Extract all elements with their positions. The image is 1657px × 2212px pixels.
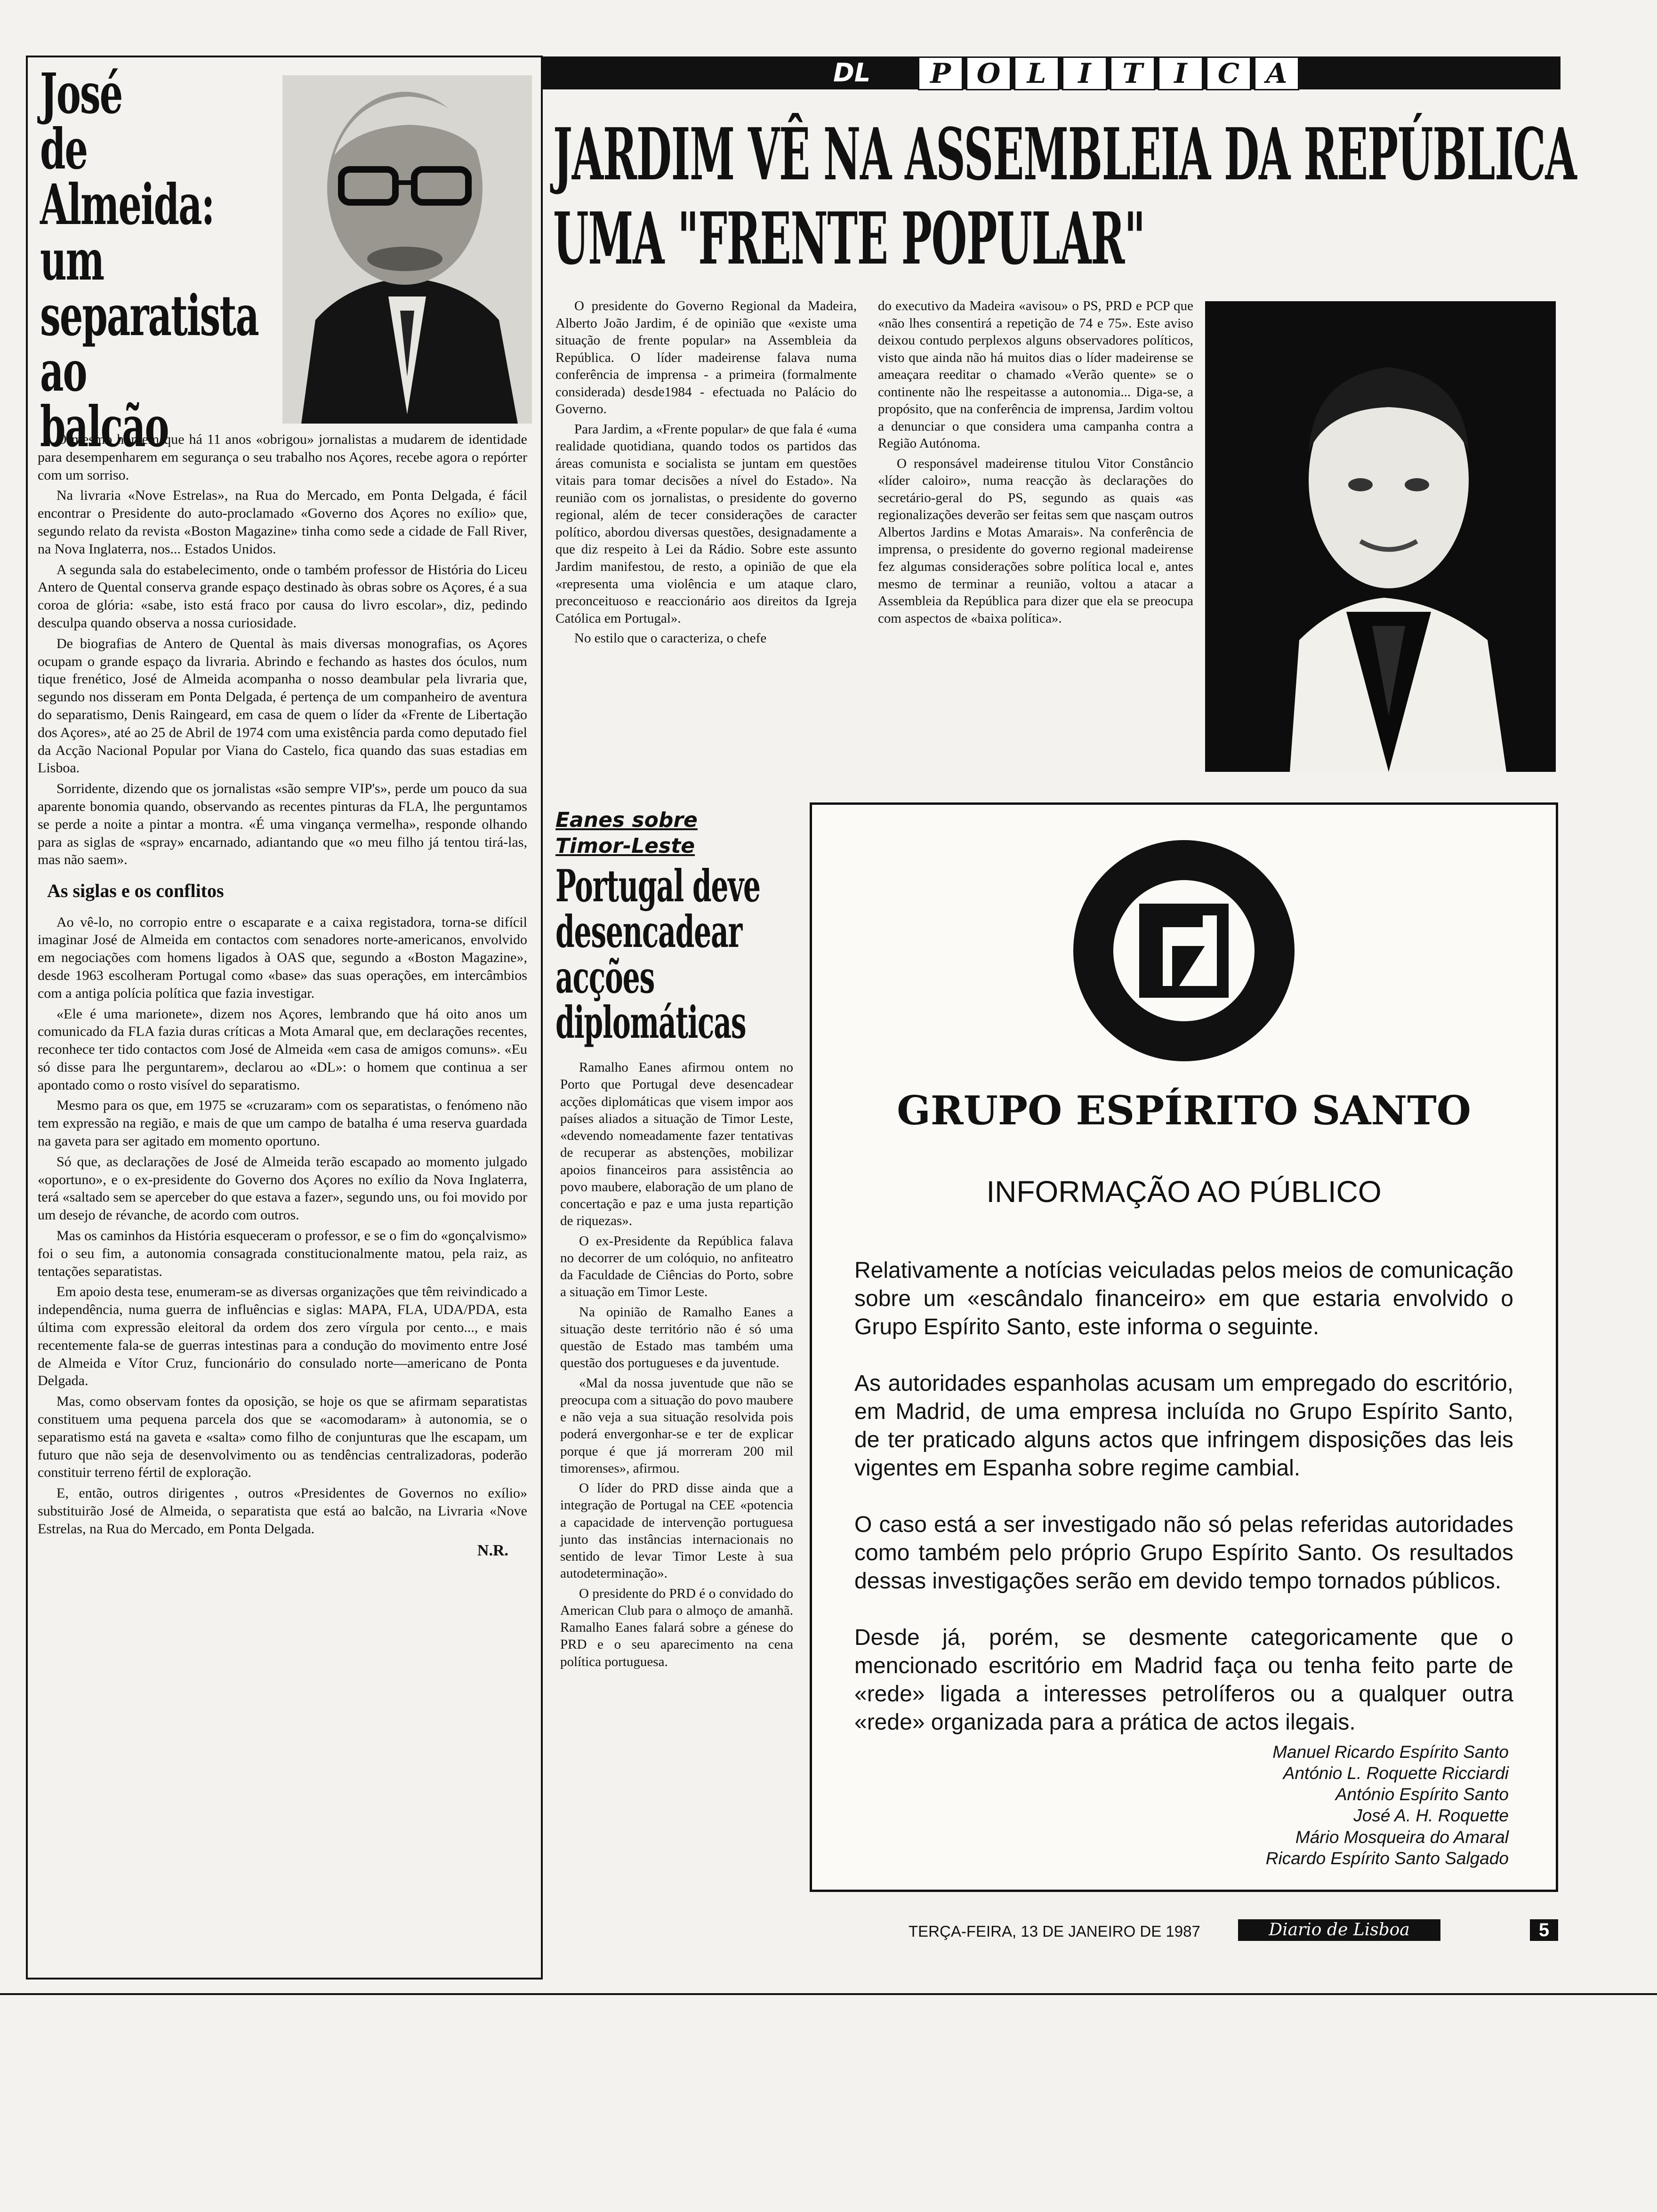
signatory: António L. Roquette Ricciardi [1283,1763,1509,1783]
left-article-body [38,431,527,1561]
ad-paragraph: O caso está a ser investigado não só pelas referidas autoridades como também pelo próprio Grupo Espírito Santo. Os resultados dessas investigações serão em devido tempo tornados públicos. [854,1512,1513,1594]
paragraph: O líder do PRD disse ainda que a integração de Portugal na CEE «potencia a capacidade de intervenção portuguesa junto das instâncias internacionais no sentido de levar Timor Leste à sua autodeterminação». [560,1481,793,1581]
paragraph: Na livraria «Nove Estrelas», na Rua do Mercado, em Ponta Delgada, é fácil encontrar o Presidente do auto-proclamado «Governo dos Açores no exílio» que, segundo relato da revista «Boston Magazine» tinha como sede a cidade de Fall River, na Nova Inglaterra, nos... Estados Unidos. [38,488,527,557]
section-letter: L [1014,56,1059,90]
paragraph: De biografias de Antero de Quental às mais diversas monografias, os Açores ocupam o grande espaço da livraria. Abrindo e fechando as hastes dos óculos, num tique frenético, José de Almeida acompanha o nosso deambular pela livraria que, segundo nos disseram em Ponta Delgada, é pertença de um companheiro de aventura do separatismo, Denis Raingeard, em casa de quem o líder da «Frente de Libertação dos Açores», até ao 25 de Abril de 1974 com uma existência parda como deputado fiel da Acção Nacional Popular por Viana do Castelo, fica quando das suas estadias em Lisboa. [38,635,527,776]
section-letter: P [918,56,963,90]
ad-company-name: GRUPO ESPÍRITO SANTO [897,1087,1471,1134]
paragraph: «Ele é uma marionete», dizem nos Açores, lembrando que há oito anos um comunicado da FLA fazia duras críticas a Mota Amaral que, em declarações recentes, reconhece ter tido contactos com José de Almeida «em casa de amigos comuns». «Eu só disse para lhe perguntarem», declarou ao «DL»: o homem que continua a ser apontado como o rosto visível do separatismo. [38,1006,527,1093]
kicker-line: Timor-Leste [555,834,695,858]
left-article-headline [40,61,258,459]
subheading: As siglas e os conflitos [47,880,224,902]
headline-line: José [40,61,122,126]
paragraph: O responsável madeirense titulou Vitor Constâncio «líder caloiro», numa reacção às declarações do secretário-geral do PS, segundo as quais «as regionalizações deverão ser feitas sem que nasçam outros Albertos Jardins e Motas Amarais». Na conferência de imprensa, o presidente do governo regional madeirense fez algumas considerações sobre política local e, antes mesmo de terminar a reunião, voltou a atacar a Assembleia da República para dizer que ela se preocupa com aspectos de «baixa política». [878,456,1193,626]
footer-paper-name: Diario de Lisboa [1238,1919,1440,1941]
signatory: Mário Mosqueira do Amaral [1295,1827,1509,1847]
section-letter: I [1062,56,1107,90]
headline-line: Portugal deve [555,860,760,912]
article-signature: N.R. [477,1541,508,1559]
ad-signatories [1142,1741,1509,1869]
eanes-article-kicker [555,807,800,859]
signatory: Ricardo Espírito Santo Salgado [1265,1848,1509,1868]
footer-date: TERÇA-FEIRA, 13 DE JANEIRO DE 1987 [909,1923,1200,1940]
alberto-joao-jardim-photo [1205,301,1556,772]
ad-paragraph: As autoridades espanholas acusam um empregado do escritório, em Madrid, de uma empresa incluída no Grupo Espírito Santo, de ter praticado alguns actos que infringem disposições das leis vigentes em Espanha sobre regime cambial. [854,1371,1513,1481]
section-bar [541,56,1560,89]
paragraph: Em apoio desta tese, enumeram-se as diversas organizações que têm reivindicado a independência, numa guerra de influências e siglas: MAPA, FLA, UDA/PDA, esta última com expressão eleitoral da ordem dos zero vírgula por cento..., e mais recentemente fala-se de guerras intestinas para a condução do movimento entre José de Almeida e Vítor Cruz, funcionário do consulado norte—americano de Ponta Delgada. [38,1284,527,1389]
ad-body [854,1257,1513,1755]
paragraph: O presidente do PRD é o convidado do American Club para o almoço de amanhã. Ramalho Eanes falará sobre a génese do PRD e o seu aparecimento na cena política portuguesa. [560,1586,793,1669]
ad-paragraph: Relativamente a notícias veiculadas pelos meios de comunicação sobre um «escândalo financeiro» em que estaria envolvido o Grupo Espírito Santo, este informa o seguinte. [854,1258,1513,1339]
paragraph: O presidente do Governo Regional da Madeira, Alberto João Jardim, é de opinião que «existe uma situação de frente popular» na Assembleia da República. O líder madeirense falava numa conferência de imprensa - a primeira (formalmente considerada) desde1984 - efectuada no Palácio do Governo. [555,298,857,417]
page-number: 5 [1530,1919,1558,1941]
page-bottom-rule [0,1993,1657,1995]
paragraph: E, então, outros dirigentes , outros «Presidentes de Governos no exílio» substituirão José de Almeida, o separatista que está ao balcão, na Livraria «Nove Estrelas, na Rua do Mercado, em Ponta Delgada. [38,1485,527,1537]
paragraph: «Mal da nossa juventude que não se preocupa com a situação do povo maubere e não veja a sua situação resolvida pois poderá envergonhar-se e ter de explicar porque é que já morreram 200 mil timorenses», afirmou. [560,1375,793,1476]
grupo-espirito-santo-logo-icon [1066,833,1302,1068]
section-letter: C [1206,56,1251,90]
paragraph: Mesmo para os que, em 1975 se «cruzaram» com os separatistas, o fenómeno não tem expressão na região, e mais de que um campo de batalha é uma reserva guardada na gaveta para ser agitado em momento oportuno. [38,1098,527,1149]
kicker-line: Eanes sobre [555,808,698,832]
paragraph: No estilo que o caracteriza, o chefe [574,631,767,646]
paragraph: do executivo da Madeira «avisou» o PS, PRD e PCP que «não lhes consentirá a repetição de 74 e 75». Este aviso deixou contudo perplexos alguns observadores políticos, visto que ainda não há muitos dias o líder madeirense se ameaçara reeditar o chamado «Verão quente» se o continente não lhe respeitasse a autonomia... Diga-se, a propósito, que na conferência de imprensa, Jardim voltou a denunciar o que considera uma campanha contra a Região Autónoma. [878,298,1193,451]
ad-title: INFORMAÇÃO AO PÚBLICO [986,1175,1382,1209]
headline-line: JARDIM VÊ NA ASSEMBLEIA DA REPÚBLICA [553,112,1577,196]
section-letter: I [1158,56,1203,90]
headline-line: separatista [40,283,258,348]
section-letter: A [1254,56,1299,90]
signatory: Manuel Ricardo Espírito Santo [1272,1742,1509,1762]
section-letter: T [1110,56,1155,90]
signatory: José A. H. Roquette [1353,1806,1509,1826]
signatory: António Espírito Santo [1335,1785,1509,1804]
headline-line: UMA "FRENTE POPULAR" [553,196,1145,281]
paragraph: A segunda sala do estabelecimento, onde o também professor de História do Liceu Antero de Quental conserva grande espaço destinado às obras sobre os Açores, é a sua coroa de glória: «sabe, isto está fraco por causa do livro escolar», diz, pedindo desculpa quando observa a nossa curiosidade. [38,561,527,631]
paragraph: Mas, como observam fontes da oposição, se hoje os que se afirmam separatistas constituem uma pequena parcela dos que se «acomodaram» à autonomia, se o separatismo está na gaveta e «salta» como filho de conjunturas que lhe escapam, um futuro que não seja de desenvolvimento ou as tendências centralizadoras, poderão constituir terreno fértil de exploração. [38,1394,527,1481]
headline-line: ao balcão [40,338,169,459]
paragraph: Ramalho Eanes afirmou ontem no Porto que Portugal deve desencadear acções diplomáticas que visem impor aos países aliados a situação de Timor Leste, «devendo nomeadamente fazer tentativas de recuperar as abstenções, mobilizar apoios financeiros para assistência ao povo maubere, elaboração de um plano de concertação e paz e uma justa repartição de riquezas». [560,1060,793,1229]
main-article-column-2 [878,297,1193,630]
eanes-article-body [560,1059,793,1673]
headline-line: acções [555,951,655,1003]
section-label [918,56,1302,90]
headline-line: um [40,227,104,293]
paragraph: Só que, as declarações de José de Almeida terão escapado ao momento julgado «oportuno», e o ex-presidente do Governo dos Açores no exílio da Nova Inglaterra, terá «saltado sem se aperceber do que estava a fazer», segundo uns, ou foi movido por um desejo de révanche, de acordo com outros. [38,1154,527,1223]
main-article-column-1 [555,297,857,650]
main-article-headline [553,112,1577,281]
paragraph: Mas os caminhos da História esqueceram o professor, e se o fim do «gonçalvismo» foi o seu fim, a autonomia consagrada constitucionalmente matou, pela raiz, as tentações separatistas. [38,1228,527,1279]
headline-line: de Almeida: [40,116,214,237]
paragraph: O ex-Presidente da República falava no decorrer de um colóquio, no anfiteatro da Faculdade de Ciências do Porto, sobre a situação em Timor Leste. [560,1233,793,1300]
paragraph: Ao vê-lo, no corropio entre o escaparate e a caixa registadora, torna-se difícil imaginar José de Almeida em contactos com senadores norte-americanos, envolvido em negociações com homens ligados à OAS que, segundo a «Boston Magazine», desde 1963 escolheram Portugal como «base» das suas operações, em intercâmbios com a antiga polícia política que fazia investigar. [38,914,527,1001]
espirito-santo-advertisement [810,802,1558,1892]
jose-de-almeida-photo [282,75,532,424]
paragraph: Sorridente, dizendo que os jornalistas «são sempre VIP's», perde um pouco da sua aparente bonomia quando, observando as recentes pinturas da FLA, lhe perguntamos se perde a noite a pintar a montra. «É uma vingança vermelha», responde olhando para as siglas de «spray» encarnado, adiantando que «o meu filho já tentou tirá-las, mas não saem». [38,781,527,868]
headline-line: desencadear [555,906,742,958]
paragraph: Para Jardim, a «Frente popular» de que fala é «uma realidade quotidiana, quando todos os partidos das áreas comunista e socialista se juntam em questões vitais para tomar decisões a nível do Estado». Na reunião com os jornalistas, o presidente do governo regional, além de tecer considerações de caracter político, abordou diversas questões, designadamente a que diz respeito à Lei da Rádio. Sobre este assunto Jardim manifestou, de resto, a opinião de que ela «representa uma violência e um ataque claro, preconceituoso e reaccionário aos direitos da Igreja Católica em Portugal». [555,421,857,626]
headline-line: diplomáticas [555,997,746,1049]
diario-logo-icon: DL [833,58,871,88]
paragraph: O mesmo homem que há 11 anos «obrigou» jornalistas a mudarem de identidade para desempenharem em segurança o seu trabalho nos Açores, recebe agora o repórter com um sorriso. [38,432,527,483]
section-letter: O [966,56,1011,90]
ad-paragraph: Desde já, porém, se desmente categoricamente que o mencionado escritório em Madrid faça ou tenha feito parte de «rede» ligada a interesses petrolíferos ou a qualquer outra «rede» organizada para a prática de actos ilegais. [854,1625,1513,1735]
eanes-article-headline [555,860,789,1049]
paragraph: Na opinião de Ramalho Eanes a situação deste território não é só uma questão de Estado mas também uma questão dos portugueses e da juventude. [560,1304,793,1371]
